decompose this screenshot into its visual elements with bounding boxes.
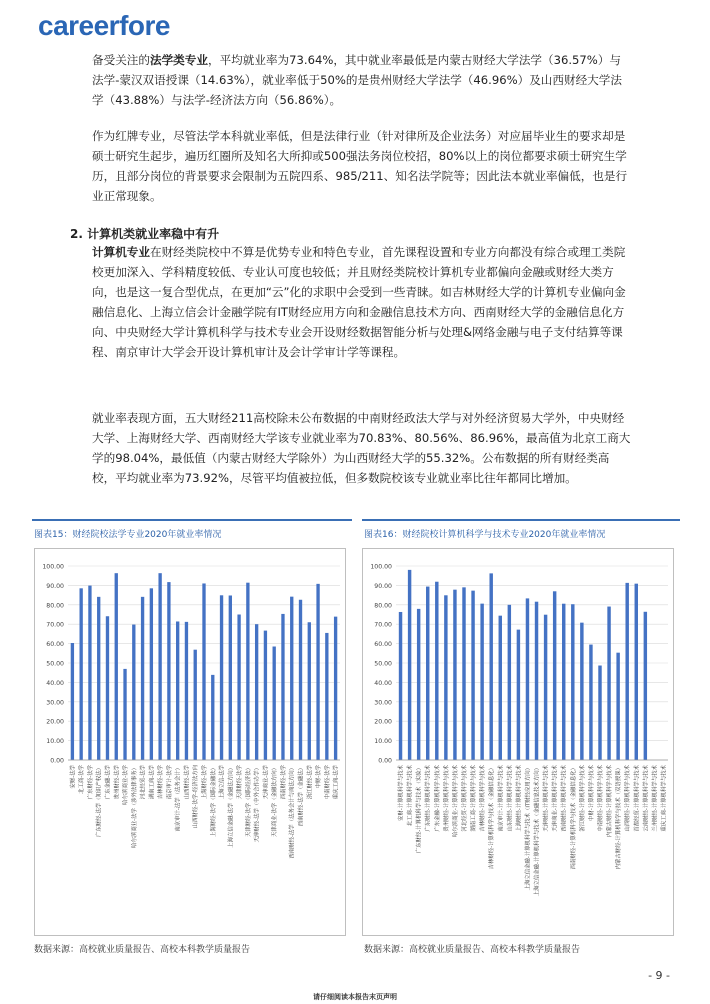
y-tick-label: 100.00 — [42, 563, 64, 571]
bar — [194, 650, 197, 760]
bar — [562, 604, 565, 760]
x-tick-label: 山西财经-法学-经济法方向 — [193, 765, 200, 829]
x-tick-label: 吉林财经-计算机科学与技术（金融信息化） — [489, 765, 496, 870]
bar — [246, 583, 249, 760]
x-tick-label: 天津财经-计算机科学与技术 — [543, 765, 550, 832]
bar — [141, 597, 144, 760]
y-tick-label: 0.00 — [378, 757, 392, 765]
y-tick-label: 100.00 — [370, 563, 392, 571]
x-tick-label: 南京审计-法学（法务会计） — [175, 765, 182, 832]
p1-run-1: 法学类专业 — [149, 53, 208, 67]
x-tick-label: 北工商-计算机科学与技术 — [407, 765, 414, 827]
x-tick-label: 吉林财经-计算机科学与技术 — [480, 765, 487, 832]
y-tick-label: 60.00 — [374, 641, 392, 649]
x-tick-label: 河北经贸-法学 — [140, 765, 147, 800]
figure-15-source: 数据来源：高校就业质量报告、高校本科教学质量报告 — [34, 945, 251, 955]
bar — [408, 570, 411, 760]
x-tick-label: 上海立信金融-计算机科学与技术（IT财经应用方向） — [525, 765, 532, 891]
y-tick-label: 10.00 — [46, 738, 64, 746]
bar — [334, 617, 337, 760]
bar — [471, 591, 474, 760]
bar — [123, 669, 126, 760]
y-tick-label: 50.00 — [46, 660, 64, 668]
x-tick-label: 中南财经-计算机科学与技术 — [598, 765, 604, 832]
x-tick-label: 安财-法学 — [70, 765, 77, 789]
x-tick-label: 上海立信-法学 — [219, 765, 226, 800]
x-tick-label: 广东财经-计算机科学与技术（实验） — [416, 765, 423, 854]
bar — [308, 622, 311, 760]
p4-run-0: 就业率表现方面，五大财经211高校除未公布数据的中南财经政法大学与对外经济贸易大学外，中央财经大学、上海财经大学、西南财经大学该专业就业率为70.83%、80.56%、86.96%，最高值为北京工商大学的98.04%，最低值（内蒙古财经大学除外）为山西财经大学的55.32%。公布数据的所有财经类高校，平均就业率为73.92%，尽管平均值被拉低，但多数院校该专业就业率比往年都同比增加。 — [92, 411, 631, 485]
x-tick-label: 浙江财经-法学 — [307, 765, 314, 800]
x-tick-label: 吉林财经-法学 — [158, 765, 165, 800]
figure-16-title: 图表16：财经院校计算机科学与技术专业2020年就业率情况 — [364, 530, 606, 540]
x-tick-label: 西南财经-计算机科学与技术 — [561, 765, 568, 832]
x-tick-label: 广东财经-法学 — [87, 765, 94, 800]
bar — [273, 647, 276, 760]
x-tick-label: 广东财经-计算机科学与技术 — [425, 765, 432, 832]
y-tick-label: 30.00 — [46, 699, 64, 707]
bar — [71, 643, 74, 760]
x-tick-label: 云南财经-计算机科学与技术 — [643, 765, 650, 832]
brand-logo: careerfore — [38, 10, 170, 41]
section-title: 2. 计算机类就业率稳中有升 — [70, 227, 220, 241]
chart-law-employment — [34, 548, 346, 936]
bar — [517, 630, 520, 760]
x-tick-label: 北工商-法学 — [79, 765, 86, 794]
bar — [97, 597, 100, 760]
p2-run-0: 作为红牌专业，尽管法学本科就业率低，但是法律行业（针对律所及企业法务）对应届毕业生的要求却是硕士研究生起步，遍历红圈所及知名大所抑或500强法务岗位校招，80%以上的岗位都要求硕士研究生学历，且部分岗位的背景要求会限制为五院四系、985/211、知名法学院等；因此法本就业率偏低，也是行业正常现象。 — [92, 129, 628, 203]
y-tick-label: 50.00 — [374, 660, 392, 668]
bar — [299, 600, 302, 760]
bar — [316, 584, 319, 760]
figure-15-title: 图表15：财经院校法学专业2020年就业率情况 — [34, 530, 222, 540]
bar — [417, 609, 420, 760]
y-tick-label: 20.00 — [374, 718, 392, 726]
paragraph-law-industry — [92, 126, 632, 206]
bar — [220, 595, 223, 760]
bar — [607, 607, 610, 760]
x-tick-label: 天津商业-法学（金融法方向） — [272, 765, 279, 838]
bar — [237, 615, 240, 761]
bar — [150, 588, 153, 760]
bar — [589, 645, 592, 760]
bar — [526, 598, 529, 760]
p1-run-0: 备受关注的 — [92, 53, 150, 67]
bar — [167, 582, 170, 760]
bar — [185, 622, 188, 760]
y-tick-label: 90.00 — [46, 582, 64, 590]
bar — [644, 612, 647, 760]
y-tick-label: 0.00 — [50, 757, 64, 765]
bar — [508, 605, 511, 760]
x-tick-label: 天津财经-法学（国际经济法） — [245, 765, 252, 838]
paragraph-cs-employment — [92, 408, 632, 488]
x-tick-label: 哈尔滨商业-法学（涉外法律事务） — [131, 765, 138, 848]
bar — [426, 587, 429, 760]
p3-run-1: 在财经类院校中不算是优势专业和特色专业，首先课程设置和专业方向都没有综合或理工类院校更加深入、学科精度较低、专业认可度也较低；并且财经类院校计算机专业都偏向金融或财经大类方向，也是这一复合型优点，在更加“云”化的求职中会受到一些青睐。如吉林财经大学的计算机专业偏向金融信息化、上海立信会计金融学院有IT财经应用方向和金融信息技术方向、西南财经大学的金融信息化方向、中央财经大学计算机科学与技术专业会开设财经数据智能分析与处理&网络金融与电子支付结算等课程、南京审计大学会开设计算机审计及会计学审计学等课程。 — [92, 245, 626, 359]
p1-run-2: ，平均就业率为73.64%，其中就业率最低是内蒙古财经大学法学（36.57%）与法学-蒙汉双语授课（14.63%），就业率低于50%的是贵州财经大学法学（46.96%）及山西财经大学法学（43.88%）与法学-经济法方向（56.86%）。 — [92, 53, 622, 107]
x-tick-label: 上海立信金融-法学（金融法方向） — [228, 765, 235, 848]
y-tick-label: 30.00 — [374, 699, 392, 707]
bar — [325, 633, 328, 760]
bar — [176, 621, 179, 760]
bar — [158, 573, 161, 760]
paragraph-cs — [92, 242, 632, 362]
x-tick-label: 西南财经-法学（金融法） — [298, 765, 305, 827]
bar — [616, 653, 619, 760]
x-tick-label: 上海财经-计算机科学与技术 — [516, 765, 523, 832]
x-tick-label: 南京审计-法学 — [166, 765, 173, 800]
x-tick-label: 湖南工商-计算机科学与技术 — [471, 765, 478, 832]
x-tick-label: 广东金融-计算机科学与技术 — [434, 765, 441, 832]
x-tick-label: 上海财经-法学 — [202, 765, 208, 800]
chart-cs-employment — [362, 548, 674, 936]
x-tick-label: 西南财经-法学 — [280, 765, 287, 800]
page-number: - 9 - — [648, 969, 670, 982]
x-tick-label: 天津商业-计算机科学与技术 — [552, 765, 559, 832]
x-tick-label: 中财-计算机科学与技术 — [588, 765, 595, 821]
x-tick-label: 天津财经-法学 — [237, 765, 244, 800]
bar — [132, 625, 135, 760]
bar — [202, 583, 205, 760]
x-tick-label: 天津财经-法学（中外合作办学） — [254, 765, 261, 843]
y-tick-label: 80.00 — [46, 602, 64, 610]
x-tick-label: 重庆工商-计算机科学与技术 — [661, 765, 668, 832]
bar — [489, 573, 492, 760]
y-tick-label: 40.00 — [374, 679, 392, 687]
figure-16-source: 数据来源：高校就业质量报告、高校本科教学质量报告 — [364, 945, 581, 955]
x-tick-label: 贵州财经-计算机科学与技术 — [443, 765, 450, 832]
bar — [544, 615, 547, 760]
x-tick-label: 西南财经-计算机科学与技术（金融信息化） — [570, 765, 577, 870]
figure-15-rule — [32, 519, 352, 521]
x-tick-label: 兰州财经-计算机科学与技术 — [652, 765, 659, 832]
x-tick-label: 天津商业-法学 — [263, 765, 270, 800]
x-tick-label: 湖南工商-法学 — [149, 765, 156, 800]
p3-run-0: 计算机专业 — [92, 245, 150, 259]
x-tick-label: 中财-法学 — [316, 765, 323, 789]
paragraph-law — [92, 50, 632, 110]
x-tick-label: 贵州财经-法学 — [114, 765, 121, 800]
bar — [264, 631, 267, 760]
y-tick-label: 20.00 — [46, 718, 64, 726]
x-tick-label: 上海立信金融-计算机科学与技术（金融信息技术方向） — [534, 765, 541, 897]
bar — [115, 573, 118, 760]
bar — [553, 591, 556, 760]
y-tick-label: 70.00 — [374, 621, 392, 629]
x-tick-label: 广东金融-法学 — [105, 765, 112, 800]
bar — [399, 612, 402, 760]
bar — [499, 616, 502, 760]
x-tick-label: 浙江财经-计算机科学与技术 — [579, 765, 586, 832]
x-tick-label: 南京审计-计算机科学与技术 — [498, 765, 505, 832]
x-tick-label: 重庆工商-法学 — [333, 765, 340, 800]
bar — [580, 623, 583, 760]
y-tick-label: 40.00 — [46, 679, 64, 687]
x-tick-label: 山西财经-计算机科学与技术 — [625, 765, 632, 832]
x-tick-label: 首都经贸-计算机科学与技术 — [634, 765, 641, 832]
y-tick-label: 80.00 — [374, 602, 392, 610]
bar — [453, 590, 456, 760]
bar — [598, 666, 601, 760]
x-tick-label: 哈尔滨商业-法学 — [123, 765, 130, 805]
x-tick-label: 山西财经-法学 — [184, 765, 191, 800]
bar — [480, 604, 483, 760]
x-tick-label: 安财-计算机科学与技术 — [398, 765, 405, 821]
footer-disclaimer: 请仔细阅读本报告末页声明 — [313, 993, 397, 1001]
bar — [88, 586, 91, 760]
x-tick-label: 西南财经-法学（法务会计与商法方向） — [289, 765, 296, 859]
x-tick-label: 广东财经-法学（知识产权法） — [96, 765, 103, 838]
bar — [229, 595, 232, 760]
y-tick-label: 70.00 — [46, 621, 64, 629]
bar — [211, 675, 214, 760]
bar — [625, 583, 628, 760]
x-tick-label: 哈尔滨商业-计算机科学与技术 — [452, 765, 459, 838]
bar — [255, 624, 258, 760]
x-tick-label: 内蒙古财经-计算机科学与技术（双语授课） — [616, 765, 623, 870]
x-tick-label: 中南财经-法学 — [324, 765, 331, 800]
bar — [290, 597, 293, 760]
y-tick-label: 10.00 — [374, 738, 392, 746]
bar — [444, 595, 447, 760]
bar — [635, 584, 638, 760]
figure-16-rule — [362, 519, 680, 521]
bar — [281, 614, 284, 760]
bar — [106, 616, 109, 760]
bar — [571, 604, 574, 760]
x-tick-label: 河北经贸-计算机科学与技术 — [462, 765, 468, 832]
y-tick-label: 90.00 — [374, 582, 392, 590]
x-tick-label: 山东财经-计算机科学与技术 — [507, 765, 514, 832]
x-tick-label: 内蒙古财经-计算机科学与技术 — [607, 765, 614, 838]
bar — [462, 587, 465, 760]
x-tick-label: 上海财经-法学（国际金融法） — [210, 765, 217, 838]
bar — [535, 602, 538, 760]
bar — [79, 588, 82, 760]
y-tick-label: 60.00 — [46, 641, 64, 649]
bar — [435, 582, 438, 760]
